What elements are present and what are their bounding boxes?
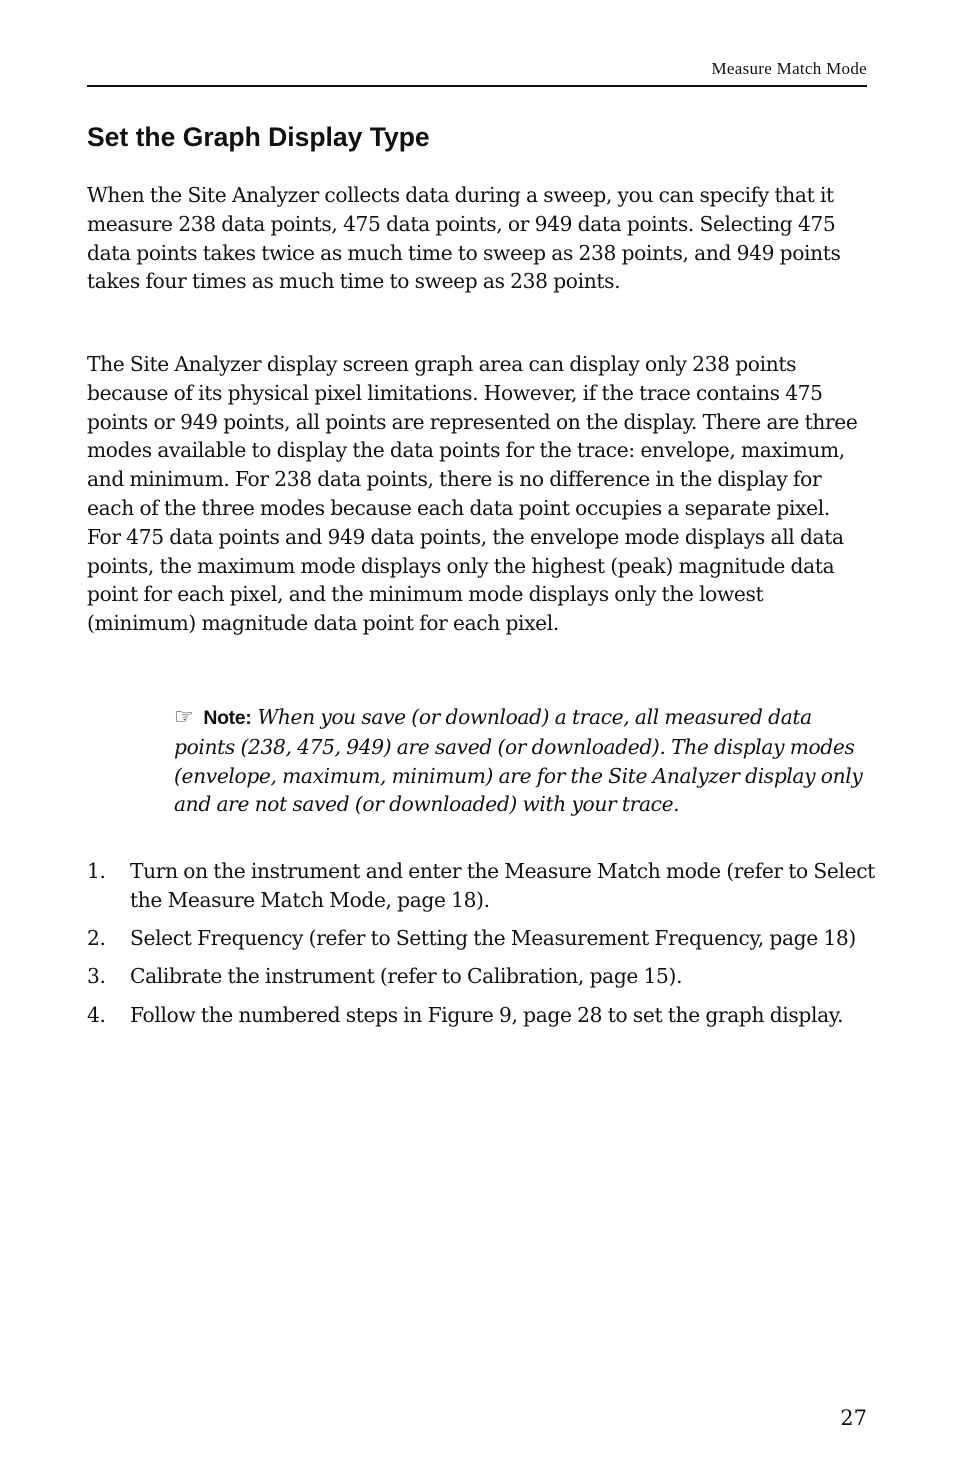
procedure-steps xyxy=(87,857,877,1039)
running-header: Measure Match Mode xyxy=(711,59,867,78)
step-text: Turn on the instrument and enter the Measure Match mode (refer to Select the Measure Match Mode, page 18). xyxy=(130,859,875,912)
list-item xyxy=(87,962,877,991)
step-text: Follow the numbered steps in Figure 9, page 28 to set the graph display. xyxy=(130,1002,844,1027)
header-rule xyxy=(87,85,867,87)
step-number: 3. xyxy=(87,964,106,989)
list-item xyxy=(87,924,877,953)
pointing-hand-icon: ☞ xyxy=(174,705,194,730)
step-number: 4. xyxy=(87,1002,106,1027)
step-text: Calibrate the instrument (refer to Calibration, page 15). xyxy=(130,964,683,989)
note-block xyxy=(174,703,874,819)
step-number: 1. xyxy=(87,859,106,883)
page-number: 27 xyxy=(840,1406,867,1430)
note-label: Note: xyxy=(203,707,252,729)
body-paragraph-2: The Site Analyzer display screen graph area can display only 238 points because of its physical pixel limitations. However, if the trace contains 475 points or 949 points, all points are represented on the display. There are three modes available to display the data points for the trace: envelope, maximum, and minimum. For 238 data points, there is no difference in the display for each of the three modes because each data point occupies a separate pixel. For 475 data points and 949 data points, the envelope mode displays all data points, the maximum mode displays only the highest (peak) magnitude data point for each pixel, and the minimum mode displays only the lowest (minimum) magnitude data point for each pixel. xyxy=(87,352,858,636)
note-text: When you save (or download) a trace, all measured data points (238, 475, 949) are saved (or downloaded). The display modes (envelope, maximum, minimum) are for the Site Analyzer display only and are not saved (or downloaded) with your trace. xyxy=(174,705,863,817)
list-item xyxy=(87,857,877,915)
step-number: 2. xyxy=(87,926,106,951)
section-title: Set the Graph Display Type xyxy=(87,122,430,152)
body-paragraph-1: When the Site Analyzer collects data during a sweep, you can specify that it measure 238 data points, 475 data points, or 949 data points. Selecting 475 data points takes twice as much time to sweep as 238 points, and 949 points takes four times as much time to sweep as 238 points. xyxy=(87,183,841,294)
step-text: Select Frequency (refer to Setting the Measurement Frequency, page 18) xyxy=(130,926,856,951)
list-item xyxy=(87,1001,877,1030)
